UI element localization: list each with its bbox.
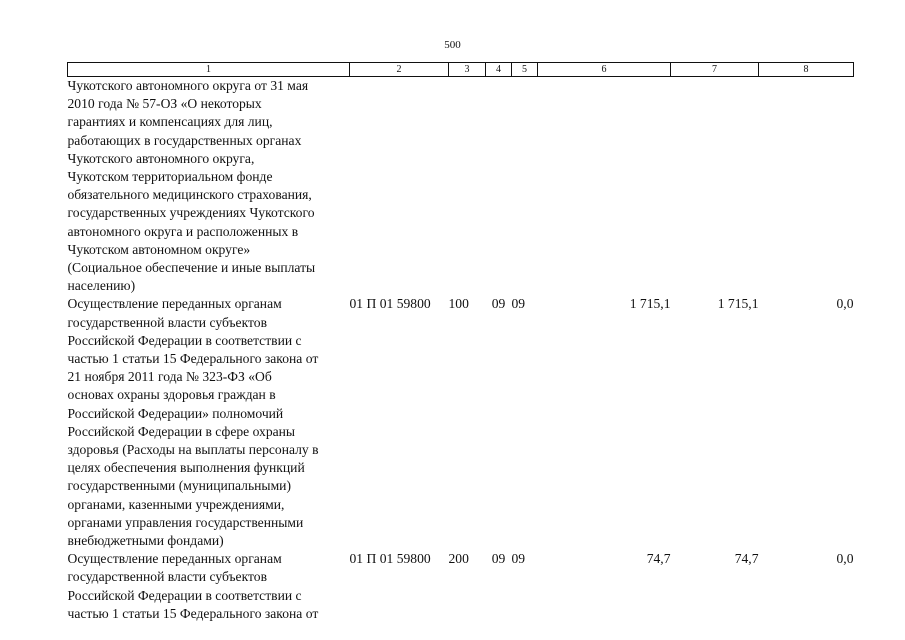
name-line: Российской Федерации» полномочий: [67, 405, 284, 421]
section-code: 09: [491, 296, 506, 312]
name-line: (Социальное обеспечение и иные выплаты: [67, 260, 316, 276]
subsection-code: [512, 77, 538, 296]
name-line: государственными (муниципальными): [67, 478, 291, 494]
column-header-7: 7: [671, 63, 759, 77]
column-header-4: 4: [486, 63, 512, 77]
page-number: 500: [444, 39, 461, 51]
target-article-code: [350, 77, 449, 296]
name-line: государственной власти субъектов: [67, 569, 267, 585]
name-line: Российской Федерации в соответствии с: [67, 332, 302, 348]
section-code: 09: [491, 551, 506, 567]
table-row: [68, 550, 854, 623]
column-header-6: 6: [538, 63, 671, 77]
table-header-row: [68, 63, 854, 77]
sum-column-6: 74,7: [646, 551, 671, 567]
column-header-5: 5: [512, 63, 538, 77]
budget-table: [67, 62, 854, 623]
name-line: Российской Федерации в сфере охраны: [67, 423, 296, 439]
subsection-code: 09: [511, 296, 526, 312]
section-code: [486, 77, 512, 296]
name-line: Российской Федерации в соответствии с: [67, 587, 302, 603]
name-line: Осуществление переданных органам: [67, 296, 282, 312]
sum-column-8: [759, 77, 854, 296]
name-line: органами, казенными учреждениями,: [67, 496, 285, 512]
column-header-1: 1: [68, 63, 350, 77]
name-line: гарантиях и компенсациях для лиц,: [67, 114, 273, 130]
name-line: частью 1 статьи 15 Федерального закона от: [67, 605, 319, 621]
name-line: внебюджетными фондами): [67, 533, 224, 549]
row-name-cell: [68, 295, 350, 550]
table-row: [68, 77, 854, 296]
name-line: обязательного медицинского страхования,: [67, 187, 312, 203]
name-line: здоровья (Расходы на выплаты персоналу в: [67, 442, 319, 458]
name-line: государственной власти субъектов: [67, 314, 267, 330]
sum-column-7: [671, 77, 759, 296]
sum-column-6: [538, 77, 671, 296]
sum-column-7: 1 715,1: [717, 296, 759, 312]
name-line: Чукотского автономного округа,: [67, 150, 255, 166]
name-line: 21 ноября 2011 года № 323-ФЗ «Об: [67, 369, 272, 385]
name-line: 2010 года № 57-ОЗ «О некоторых: [67, 96, 262, 112]
sum-column-6: 1 715,1: [629, 296, 671, 312]
name-line: основах охраны здоровья граждан в: [67, 387, 276, 403]
name-line: населению): [67, 278, 136, 294]
column-header-3: 3: [449, 63, 486, 77]
name-line: государственных учреждениях Чукотского: [67, 205, 315, 221]
name-line: работающих в государственных органах: [67, 132, 302, 148]
name-line: целях обеспечения выполнения функций: [67, 460, 305, 476]
row-name-cell: [68, 550, 350, 623]
name-line: частью 1 статьи 15 Федерального закона от: [67, 351, 319, 367]
column-header-2: 2: [350, 63, 449, 77]
expense-type-code: 100: [448, 296, 469, 312]
sum-column-8: 0,0: [836, 551, 854, 567]
name-line: Чукотского автономного округа от 31 мая: [67, 78, 309, 93]
name-line: Осуществление переданных органам: [67, 551, 282, 567]
name-line: Чукотском автономном округе»: [67, 241, 251, 257]
target-article-code: 01 П 01 59800: [349, 296, 431, 312]
column-header-8: 8: [759, 63, 854, 77]
expense-type-code: 200: [448, 551, 469, 567]
sum-column-8: 0,0: [836, 296, 854, 312]
subsection-code: 09: [511, 551, 526, 567]
name-line: автономного округа и расположенных в: [67, 223, 299, 239]
target-article-code: 01 П 01 59800: [349, 551, 431, 567]
row-name-cell: [68, 77, 350, 296]
sum-column-7: 74,7: [734, 551, 759, 567]
name-line: органами управления государственными: [67, 514, 304, 530]
table-row: [68, 295, 854, 550]
name-line: Чукотском территориальном фонде: [67, 169, 273, 185]
expense-type-code: [449, 77, 486, 296]
